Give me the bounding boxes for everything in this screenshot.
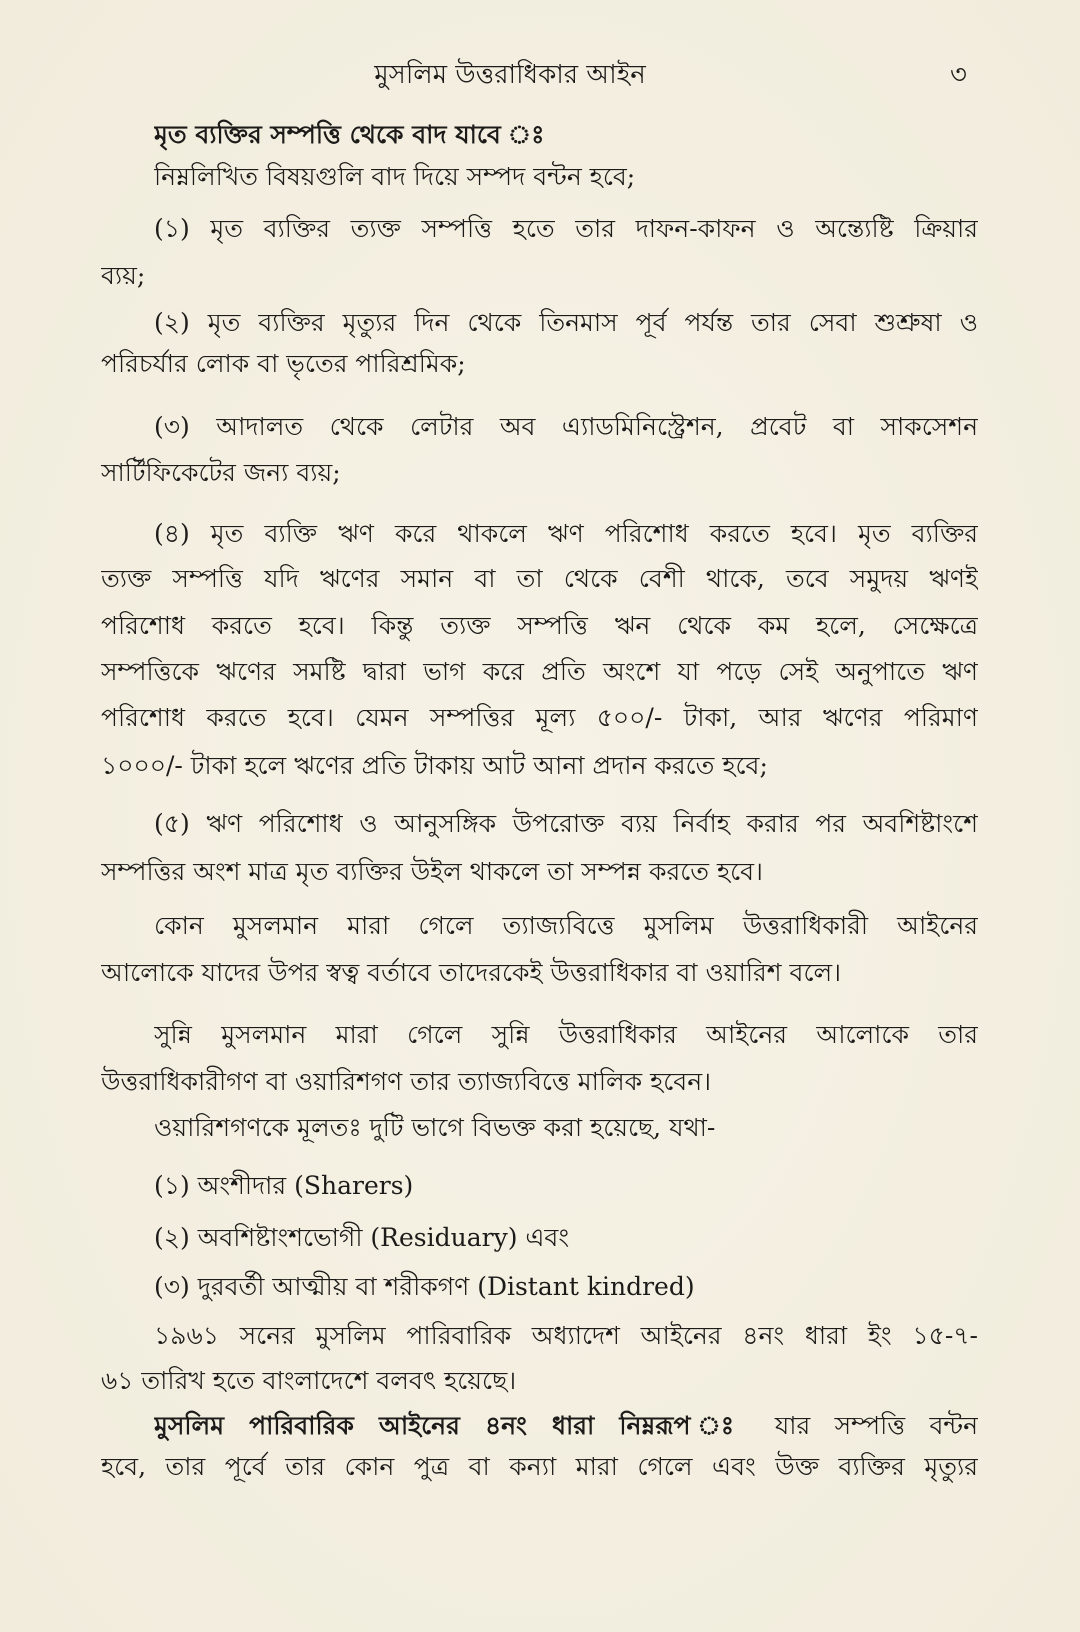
text-line: ত্যক্ত সম্পত্তি যদি ঋণের সমান বা তা থেকে বেশী থাকে, তবে সমুদয় ঋণই (101, 564, 978, 593)
text-line: সুন্নি মুসলমান মারা গেলে সুন্নি উত্তরাধিকার আইনের আলোকে তার (154, 1020, 978, 1049)
text-line: (২) মৃত ব্যক্তির মৃত্যুর দিন থেকে তিনমাস পূর্ব পর্যন্ত তার সেবা শুশ্রুষা ও (154, 308, 978, 337)
list-item: (১) অংশীদার (Sharers) (154, 1171, 414, 1200)
text-line: (৪) মৃত ব্যক্তি ঋণ করে থাকলে ঋণ পরিশোধ করতে হবে। মৃত ব্যক্তির (154, 519, 978, 548)
text-line: পরিশোধ করতে হবে। যেমন সম্পত্তির মূল্য ৫০০/- টাকা, আর ঋণের পরিমাণ (101, 703, 978, 732)
text-line: হবে, তার পূর্বে তার কোন পুত্র বা কন্যা মারা গেলে এবং উক্ত ব্যক্তির মৃত্যুর (101, 1452, 978, 1481)
text-line: নিম্নলিখিত বিষয়গুলি বাদ দিয়ে সম্পদ বন্টন হবে; (154, 162, 636, 191)
list-item: (২) অবশিষ্টাংশভোগী (Residuary) এবং (154, 1223, 570, 1252)
text-line: (৫) ঋণ পরিশোধ ও আনুসঙ্গিক উপরোক্ত ব্যয় নির্বাহ করার পর অবশিষ্টাংশে (154, 809, 978, 838)
running-header-title: মুসলিম উত্তরাধিকার আইন (374, 60, 646, 90)
text-line: (৩) আদালত থেকে লেটার অব এ্যাডমিনিস্ট্রেশন, প্রবেট বা সাকসেশন (154, 412, 978, 441)
page-number: ৩ (950, 60, 967, 90)
text-line: পরিশোধ করতে হবে। কিন্তু ত্যক্ত সম্পত্তি ঋন থেকে কম হলে, সেক্ষেত্রে (101, 611, 978, 640)
text-line: (১) মৃত ব্যক্তির ত্যক্ত সম্পত্তি হতে তার দাফন-কাফন ও অন্ত্যেষ্টি ক্রিয়ার (154, 214, 978, 243)
text-line: আলোকে যাদের উপর স্বত্ব বর্তাবে তাদেরকেই উত্তরাধিকার বা ওয়ারিশ বলে। (101, 958, 842, 987)
text-span: যার সম্পত্তি বন্টন (750, 1411, 978, 1440)
section-heading: মৃত ব্যক্তির সম্পত্তি থেকে বাদ যাবে ঃ (154, 120, 545, 149)
text-line: সম্পত্তিকে ঋণের সমষ্টি দ্বারা ভাগ করে প্রতি অংশে যা পড়ে সেই অনুপাতে ঋণ (101, 657, 978, 686)
text-line: ব্যয়; (101, 261, 146, 290)
list-item: (৩) দুরবর্তী আত্মীয় বা শরীকগণ (Distant kindred) (154, 1272, 695, 1301)
text-line: ওয়ারিশগণকে মূলতঃ দুটি ভাগে বিভক্ত করা হয়েছে, যথা- (154, 1113, 716, 1142)
subsection-heading: মুসলিম পারিবারিক আইনের ৪নং ধারা নিম্নরূপ ঃ (154, 1411, 751, 1440)
text-line: ৬১ তারিখ হতে বাংলাদেশে বলবৎ হয়েছে। (101, 1366, 517, 1395)
text-line: ১৯৬১ সনের মুসলিম পারিবারিক অধ্যাদেশ আইনের ৪নং ধারা ইং ১৫-৭- (154, 1321, 978, 1350)
text-line: ১০০০/- টাকা হলে ঋণের প্রতি টাকায় আট আনা প্রদান করতে হবে; (101, 751, 768, 780)
text-line: পরিচর্যার লোক বা ভৃতের পারিশ্রমিক; (101, 349, 466, 378)
text-line: সম্পত্তির অংশ মাত্র মৃত ব্যক্তির উইল থাকলে তা সম্পন্ন করতে হবে। (101, 857, 763, 886)
text-line: সার্টিফিকেটের জন্য ব্যয়; (101, 458, 341, 487)
text-line: কোন মুসলমান মারা গেলে ত্যাজ্যবিত্তে মুসলিম উত্তরাধিকারী আইনের (154, 911, 978, 940)
text-line (154, 1408, 978, 1444)
text-line: উত্তরাধিকারীগণ বা ওয়ারিশগণ তার ত্যাজ্যবিত্তে মালিক হবেন। (101, 1067, 712, 1096)
